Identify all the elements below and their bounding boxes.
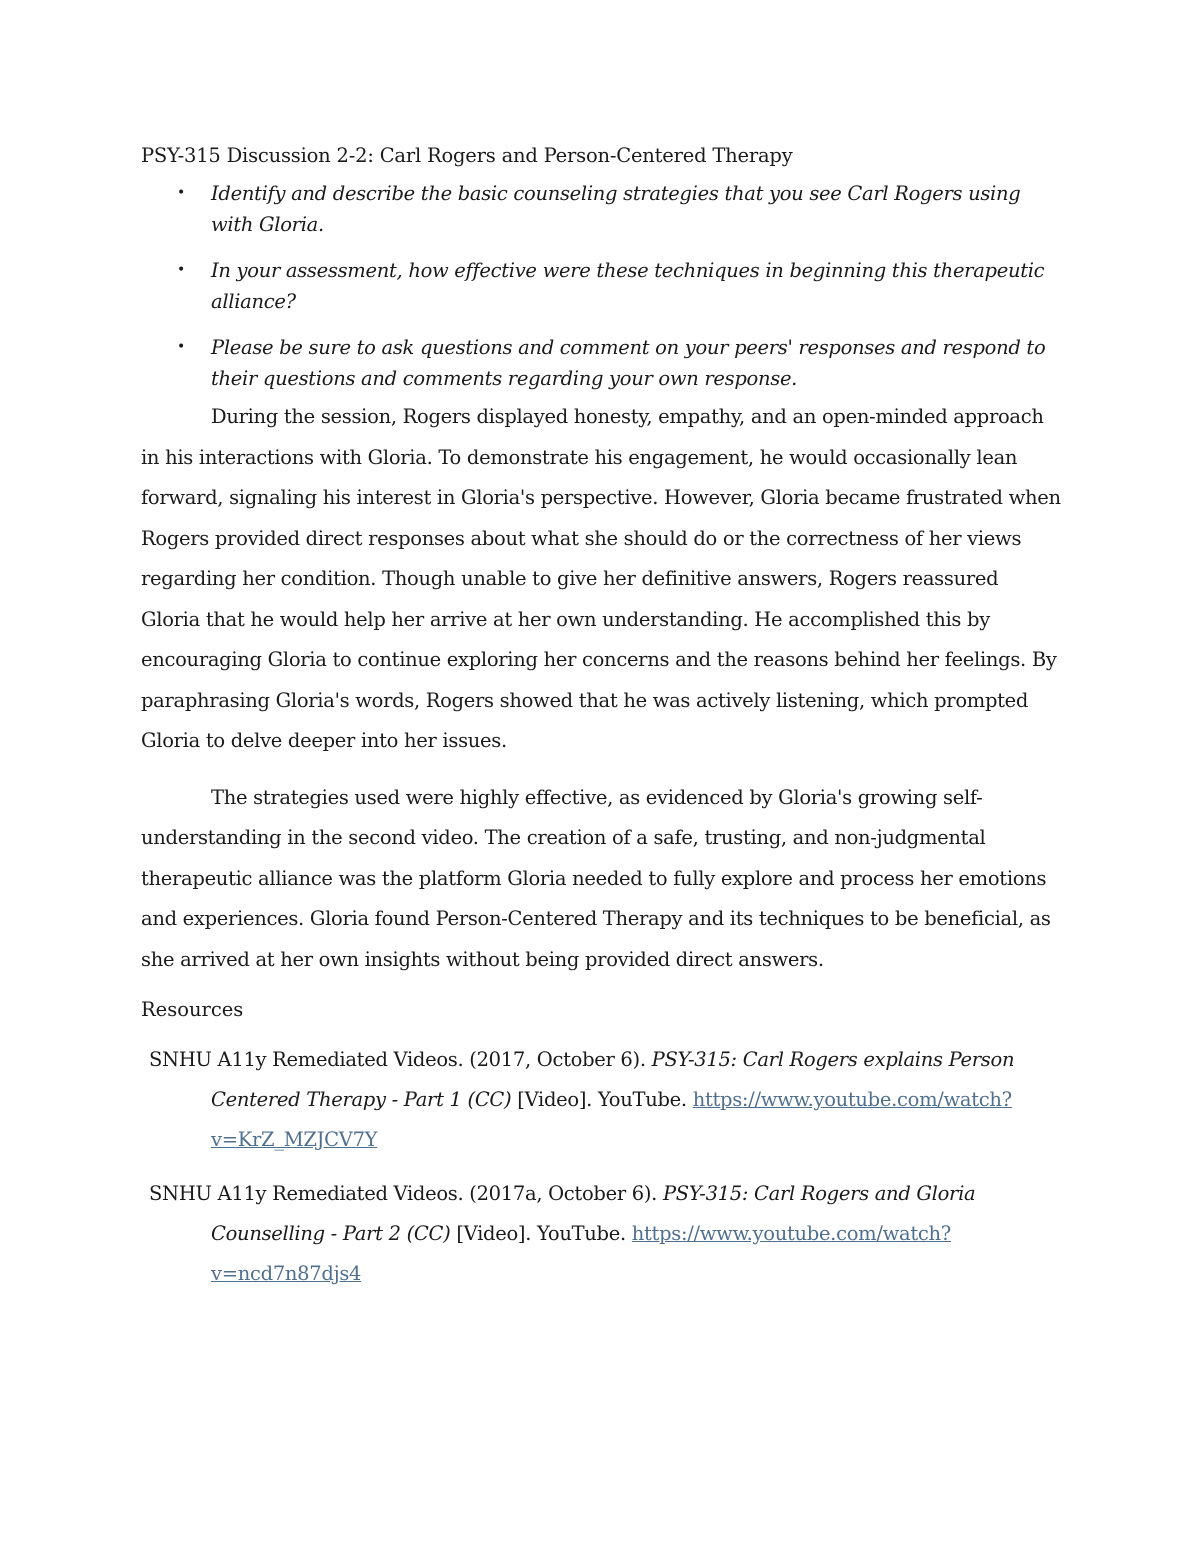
reference-link[interactable]: https://www.youtube.com/watch?v=KrZ_MZJCV7Y — [211, 1088, 1012, 1151]
reference-entry — [149, 1040, 1061, 1160]
reference-title: PSY-315: Carl Rogers explains Person Centered Therapy - Part 1 (CC) — [211, 1048, 1015, 1111]
bullet-icon: • — [177, 185, 185, 201]
prompt-text: Identify and describe the basic counseling strategies that you see Carl Rogers using with Gloria. — [211, 182, 1021, 236]
bullet-icon: • — [177, 339, 185, 355]
reference-medium: [Video]. YouTube. — [511, 1088, 693, 1111]
reference-entry — [149, 1174, 1061, 1294]
prompt-list — [141, 178, 1061, 394]
reference-author-date: SNHU A11y Remediated Videos. (2017a, October 6). — [149, 1182, 663, 1205]
prompt-text: In your assessment, how effective were these techniques in beginning this therapeutic alliance? — [211, 259, 1045, 313]
reference-author-date: SNHU A11y Remediated Videos. (2017, October 6). — [149, 1048, 652, 1071]
list-item — [141, 178, 1061, 240]
body-paragraph: The strategies used were highly effective, as evidenced by Gloria's growing self-understanding in the second video. The creation of a safe, trusting, and non-judgmental therapeutic alliance was the platform Gloria needed to fully explore and process her emotions and experiences. Gloria found Person-Centered Therapy and its techniques to be beneficial, as she arrived at her own insights without being provided direct answers. — [141, 785, 1051, 971]
bullet-icon: • — [177, 262, 185, 278]
reference-title: PSY-315: Carl Rogers and Gloria Counselling - Part 2 (CC) — [211, 1182, 976, 1245]
reference-link[interactable]: https://www.youtube.com/watch?v=ncd7n87djs4 — [211, 1222, 951, 1285]
list-item — [141, 255, 1061, 317]
body-paragraph: During the session, Rogers displayed honesty, empathy, and an open-minded approach in his interactions with Gloria. To demonstrate his engagement, he would occasionally lean forward, signaling his interest in Gloria's perspective. However, Gloria became frustrated when Rogers provided direct responses about what she should do or the correctness of her views regarding her condition. Though unable to give her definitive answers, Rogers reassured Gloria that he would help her arrive at her own understanding. He accomplished this by encouraging Gloria to continue exploring her concerns and the reasons behind her feelings. By paraphrasing Gloria's words, Rogers showed that he was actively listening, which prompted Gloria to delve deeper into her issues. — [141, 405, 1061, 752]
document-page — [141, 140, 1061, 1294]
page-title: PSY-315 Discussion 2-2: Carl Rogers and Person-Centered Therapy — [141, 144, 793, 167]
reference-medium: [Video]. YouTube. — [450, 1222, 632, 1245]
resources-heading: Resources — [141, 998, 244, 1021]
list-item — [141, 332, 1061, 394]
prompt-text: Please be sure to ask questions and comment on your peers' responses and respond to their questions and comments regarding your own response. — [211, 336, 1046, 390]
